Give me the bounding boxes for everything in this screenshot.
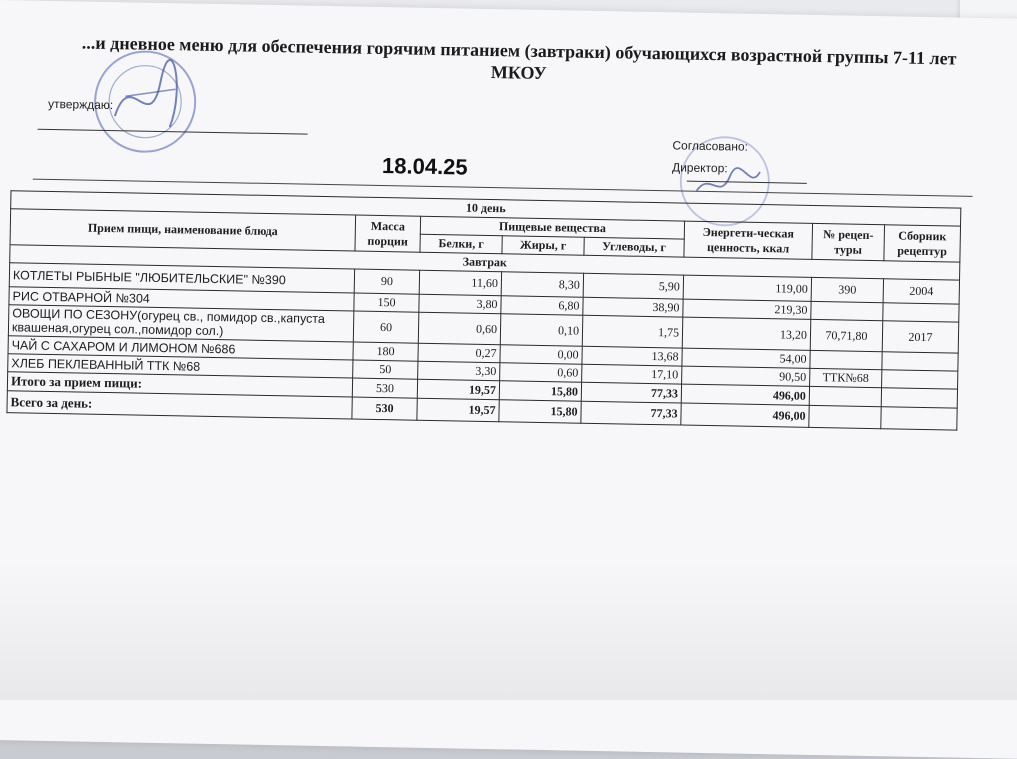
meal-total-mass: 530	[352, 378, 417, 398]
agreed-label: Согласовано:	[672, 138, 749, 154]
empty-cell	[809, 386, 881, 406]
dish-fat: 0,60	[500, 363, 582, 382]
header-dish: Прием пищи, наименование блюда	[10, 209, 356, 251]
meal-total-energy: 496,00	[681, 384, 809, 405]
empty-cell	[881, 388, 957, 408]
dish-energy: 119,00	[683, 275, 811, 301]
dish-collection: 2004	[883, 279, 959, 304]
dish-mass: 90	[354, 269, 419, 294]
dish-name: ЧАЙ С САХАРОМ И ЛИМОНОМ №686	[8, 336, 353, 360]
header-collection: Сборник рецептур	[884, 225, 961, 262]
header-energy: Энергети-ческая ценность, ккал	[684, 221, 813, 259]
dish-carbs: 17,10	[582, 364, 682, 384]
dish-carbs: 5,90	[583, 273, 683, 299]
dish-collection	[883, 303, 959, 322]
meal-total-carbs: 77,33	[581, 382, 681, 403]
dish-name: ОВОЩИ ПО СЕЗОНУ(огурец св., помидор св.,капуста квашеная,огурец сол.,помидор сол.)	[8, 305, 354, 342]
day-total-energy: 496,00	[681, 403, 809, 427]
dish-energy: 54,00	[682, 348, 810, 368]
dish-protein: 0,60	[418, 312, 501, 344]
dish-energy: 219,30	[683, 299, 811, 319]
header-protein: Белки, г	[420, 234, 502, 253]
dish-collection: 2017	[882, 321, 959, 353]
dish-energy: 90,50	[682, 366, 810, 386]
header-carbs: Углеводы, г	[584, 237, 684, 257]
director-label: Директор:	[671, 160, 728, 176]
dish-mass: 180	[353, 342, 418, 361]
dish-protein: 11,60	[419, 270, 501, 295]
dish-fat: 0,10	[500, 314, 583, 346]
section-breakfast: Завтрак	[10, 245, 960, 280]
dish-mass: 60	[353, 311, 419, 343]
dish-fat: 0,00	[500, 345, 582, 364]
menu-date: 18.04.25	[381, 153, 468, 180]
dish-collection	[882, 352, 958, 371]
dish-carbs: 13,68	[582, 346, 682, 366]
dish-recipe: 70,71,80	[810, 319, 883, 351]
dish-fat: 8,30	[501, 272, 583, 297]
meal-total-fat: 15,80	[499, 381, 581, 401]
dish-carbs: 1,75	[582, 315, 683, 348]
dish-recipe	[810, 350, 882, 369]
dish-protein: 3,80	[419, 294, 501, 313]
approve-label: утверждаю:	[47, 96, 114, 113]
dish-energy: 13,20	[682, 317, 811, 350]
dish-name: ХЛЕБ ПЕКЛЕВАННЫЙ ТТК №68	[8, 354, 353, 378]
day-total-mass: 530	[352, 397, 417, 420]
meal-total-protein: 19,57	[417, 379, 499, 399]
header-mass: Масса порции	[355, 215, 421, 252]
dish-recipe: 390	[811, 277, 883, 302]
dish-carbs: 38,90	[583, 297, 683, 317]
dish-collection	[882, 370, 958, 389]
header-recipe: № рецеп-туры	[812, 223, 885, 260]
header-nutrients: Пищевые вещества	[420, 216, 684, 239]
empty-cell	[881, 407, 957, 430]
dish-name: КОТЛЕТЫ РЫБНЫЕ "ЛЮБИТЕЛЬСКИЕ" №390	[9, 263, 354, 293]
dish-fat: 6,80	[501, 296, 583, 315]
menu-table	[6, 190, 961, 430]
header-fat: Жиры, г	[502, 236, 584, 255]
dish-recipe: ТТК№68	[810, 368, 882, 387]
day-total-carbs: 77,33	[581, 401, 681, 425]
dish-mass: 150	[354, 293, 419, 312]
document-title: ...и дневное меню для обеспечения горячим питанием (завтраки) обучающихся возрастной группы 7-11 лет МКОУ	[81, 32, 957, 84]
dish-protein: 0,27	[418, 343, 500, 362]
dish-recipe	[811, 301, 883, 320]
day-label: 10 день	[11, 191, 961, 226]
dish-mass: 50	[353, 360, 418, 379]
dish-protein: 3,30	[418, 361, 500, 380]
dish-name: РИС ОТВАРНОЙ №304	[9, 287, 354, 311]
meal-total-label: Итого за прием пищи:	[7, 372, 352, 397]
day-total-protein: 19,57	[417, 398, 499, 421]
day-total-fat: 15,80	[499, 400, 581, 423]
day-total-label: Всего за день:	[7, 391, 352, 419]
empty-cell	[809, 405, 881, 428]
